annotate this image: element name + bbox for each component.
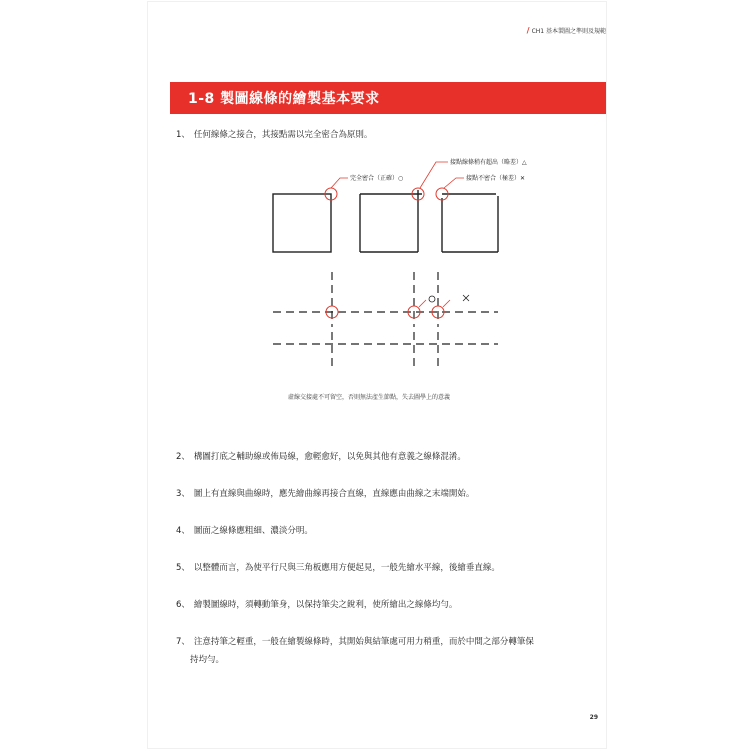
figure-caption: 虛線交接處不可留空，否則無法產生節點，失去圖學上的意義 xyxy=(288,394,451,401)
book-page xyxy=(148,2,606,748)
item-text-continued: 持均勻。 xyxy=(190,655,225,665)
section-title: 1-8 製圖線條的繪製基本要求 xyxy=(188,91,380,107)
small-cross-icon xyxy=(463,295,469,301)
label-perfect: 完全密合（正確）○ xyxy=(350,175,404,182)
item-text: 以整體而言，為使平行尺與三角板應用方便起見，一般先繪水平線，後繪垂直線。 xyxy=(193,563,500,573)
list-item-5 xyxy=(176,559,500,577)
item-number: 2、 xyxy=(176,452,190,462)
item-text: 注意持筆之輕重，一般在繪製線條時，其開始與結筆處可用力稍重，而於中間之部分轉筆保 xyxy=(193,637,534,647)
small-circle-icon xyxy=(429,296,435,302)
label-overshoot: 接點線條稍有超出（略差）△ xyxy=(450,159,527,166)
section-title-bar xyxy=(170,82,606,114)
item-number: 7、 xyxy=(176,637,190,647)
item-number: 4、 xyxy=(176,526,190,536)
square-correct xyxy=(273,194,331,252)
leader-overshoot xyxy=(420,162,448,188)
line-junction-figure xyxy=(248,152,608,412)
running-title: CH1 基本製圖之準則及規範 xyxy=(531,28,606,35)
item-number: 5、 xyxy=(176,563,190,573)
item-number: 6、 xyxy=(176,600,190,610)
item-number: 1、 xyxy=(176,130,190,140)
item-text: 圖上有直線與曲線時，應先繪曲線再接合直線，直線應由曲線之末端開始。 xyxy=(193,489,475,499)
leader-correct xyxy=(331,178,348,188)
label-gap: 接點不密合（極差）✕ xyxy=(466,175,526,182)
page-number: 29 xyxy=(589,714,598,721)
list-item-4 xyxy=(176,522,313,540)
list-item-6 xyxy=(176,596,457,614)
item-text: 構圖打底之輔助線或佈局線，愈輕愈好，以免與其他有意義之線條混淆。 xyxy=(193,452,466,462)
item-number: 3、 xyxy=(176,489,190,499)
leader-gap xyxy=(444,178,464,188)
running-header xyxy=(527,26,606,35)
list-item-2 xyxy=(176,448,466,466)
item-text: 繪製圖線時，須轉動筆身，以保持筆尖之銳利，使所繪出之線條均勻。 xyxy=(193,600,458,610)
list-item-7 xyxy=(176,633,534,669)
item-text: 任何線條之接合，其接點需以完全密合為原則。 xyxy=(193,130,373,140)
list-item-1 xyxy=(176,126,372,144)
list-item-3 xyxy=(176,485,474,503)
item-text: 圖面之線條應粗細、濃淡分明。 xyxy=(193,526,313,536)
slash-icon: / xyxy=(526,26,530,35)
